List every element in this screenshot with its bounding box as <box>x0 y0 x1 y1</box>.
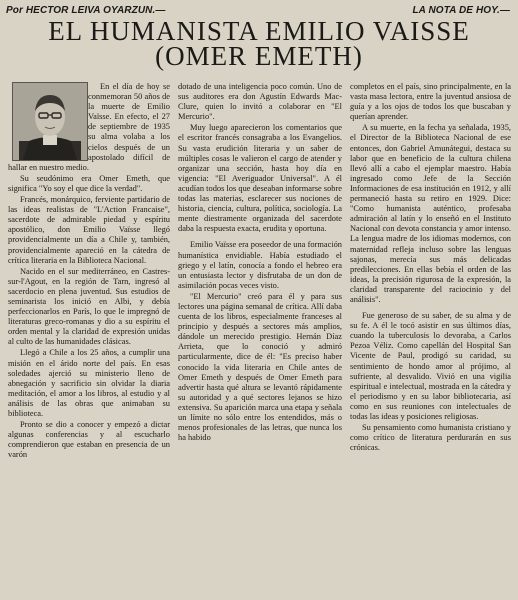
column-2-paragraph: dotado de una inteligencia poco común. Uno de sus auditores era don Agustín Edwards Mac-Clure, quien lo invitó a colaborar en "El Mercurio". <box>178 82 342 122</box>
title-line-2: (OMER EMETH) <box>155 41 363 71</box>
column-1-paragraph: Pronto se dio a conocer y empezó a dictar algunas conferencias y al escucharlo comprendieron que estaban en presencia de un varón <box>8 420 170 460</box>
column-2-paragraph: Emilio Vaïsse era poseedor de una formación humanística envidiable. Había estudiado el griego y el latín, conocía a fondo el hebreo era un entusiasta lector y disfrutaba de un don de asimilación pocas veces visto. <box>178 240 342 290</box>
column-1-paragraph: Su seudónimo era Omer Emeth, que significa "Yo soy el que dice la verdad". <box>8 173 170 193</box>
column-3-paragraph: A su muerte, en la fecha ya señalada, 1935, el Director de la Biblioteca Nacional de ese entonces, don Gabriel Amunátegui, destaca su labor que en beneficio de la cultura chilena llevó allí a cabo el ejemplar maestro. Había ingresado como Jefe de la Sección Informaciones de esa institución en 1912, y allí permaneció hasta su retiro en 1929. Dice: "Como humanista auténtico, profesaba admiración al latín y lo enseñó en el Instituto Nacional con devota constancia y amor intenso. La lengua madre de los idiomas modernos, con maternidad refleja incluso sobre las lenguas sajonas, merecía sus más delicadas predilecciones. En ellas bebía el orden de las ideas, la precisión rigurosa de la expresión, la claridad transparente del raciocinio y del análisis". <box>350 123 511 304</box>
column-1-paragraph: Nacido en el sur mediterráneo, en Castres-sur-l'Agout, en la región de Tarn, ingresó al sacerdocio en plena juventud. Sus estudios de seminarista los inició en Albi, y debía perfeccionarlos en París, lo que le impregnó de literaturas greco-romanas y dio a su espíritu el orden mental y la claridad de expresión unidas al culto de las humanidades clásicas. <box>8 266 170 347</box>
column-3-paragraph: Su pensamiento como humanista cristiano y como crítico de literatura perdurarán en sus crónicas. <box>350 423 511 453</box>
title-line-1: EL HUMANISTA EMILIO VAISSE <box>48 16 470 46</box>
column-2 <box>178 82 342 444</box>
column-2-paragraph: "El Mercurio" creó para él y para sus lectores una página semanal de crítica. Allí daba cuenta de los libros, especialmente franceses al principio y después a sectores más amplios, dándole un merecido prestigio. Hernán Díaz Arrieta, que lo conoció y admiró particularmente, dice de él: "Es preciso haber conocido la vida literaria en Chile antes de Omer Emeth y después de Omer Emeth para advertir hasta qué altura se levantó rápidamente su autoridad y a qué sectores lejanos se hizo extensiva. Su aparición marca una etapa y señala un límite no sólo entre los entendidos, más o menos profesionales de las letras, que nunca los ha habido <box>178 291 342 443</box>
column-1-paragraph: Llegó a Chile a los 25 años, a cumplir una misión en el árido norte del país. En esas soledades ajerció su ministerio lleno de abnegación y sacrificio sin olvidar la diaria meditación, el amor a los libros, al estudio y al análisis de las obras que animaban su biblioteca. <box>8 348 170 418</box>
column-1 <box>8 82 170 461</box>
column-1-paragraph: En el día de hoy se conmemoran 50 años de la muerte de Emilio Vaïsse. En efecto, el 27 de septiembre de 1935 su alma volaba a los cielos después de un apostolado difícil de hallar en nuestro medio. <box>8 82 170 172</box>
column-3-paragraph: Fue generoso de su saber, de su alma y de su fe. A él le tocó asistir en sus últimos días, cuando la tuberculosis lo devoraba, a Carlos Pezoa Véliz. Como capellán del Hospital San Vicente de Paul, prodigó su caridad, su sentimiento de hondo amor al prójimo, al sufriente, al desvalido. Vivió en una vigilia espiritual e intelectual, mostrada en la cátedra y el periodismo y en su labor bibliotecaria, así como en sus reuniones con intelectuales de todas las ideas y posiciones religiosas. <box>350 311 511 421</box>
column-1-paragraph: Francés, monárquico, ferviente partidario de las ideas realistas de "L'Action Francaise", sacerdote de admirable piedad y espíritu apostólico, don Emilio Vaïsse llegó providencialmente un día a Chile y, también, providencialmente apareció en la cátedra de crítica literaria en la Biblioteca Nacional. <box>8 195 170 265</box>
article-title <box>0 16 518 71</box>
photo-wrap-space <box>8 82 88 162</box>
section-name: LA NOTA DE HOY.— <box>412 5 510 16</box>
column-3-paragraph: completos en el país, sino principalmente, en la vasta masa lectora, entre la juventud ansiosa de guía y a los ojos de todos los que buscaban y querían aprender. <box>350 82 511 122</box>
byline: Por HECTOR LEIVA OYARZUN.— <box>6 5 166 16</box>
column-2-paragraph: Muy luego aparecieron los comentarios que el escritor francés consagraba a los Evangelios. Su vasta erudición literaria y un saber de múltiples cosas le valieron el cargo de atender y organizar una sección, hasta hoy día en vigencia: "El Averiguador Universal". A él acudían todos los que deseaban informarse sobre todas las materias, esclarecer sus nociones de historia, ciencia, cultura, política, sociología. La mente diestramente organizada del sacerdote daba la respuesta exacta, erudita y oportuna. <box>178 123 342 234</box>
column-3 <box>350 82 511 454</box>
